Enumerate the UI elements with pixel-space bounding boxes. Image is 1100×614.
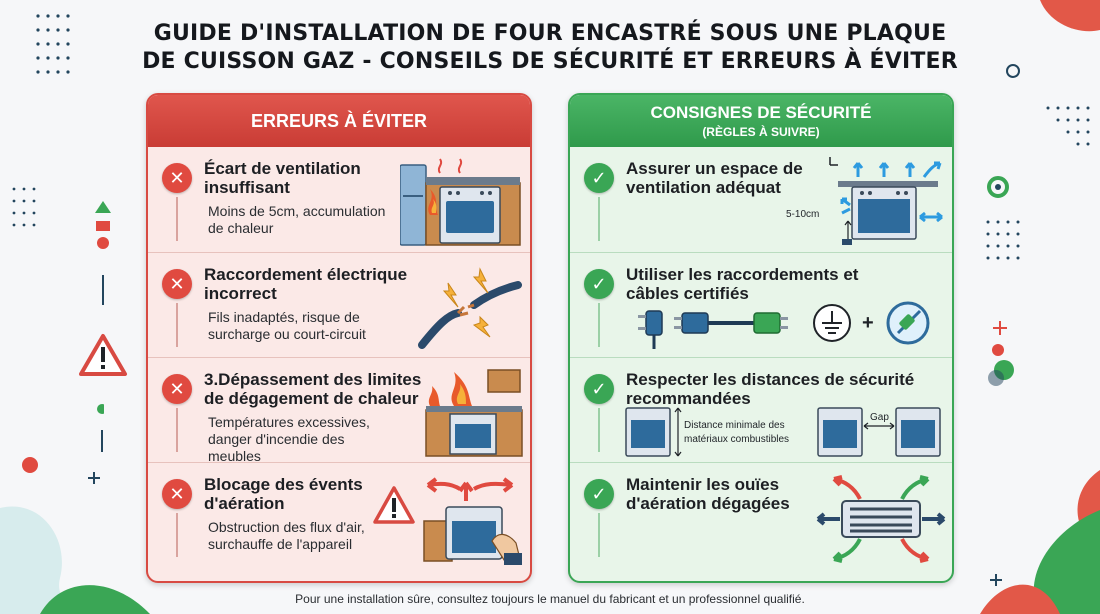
mistake-item-ventilation	[148, 147, 530, 251]
safety-title: Utiliser les raccordements et câbles certifiés	[626, 265, 859, 303]
divider	[598, 303, 600, 347]
distance-diagram	[622, 404, 948, 462]
gap-label: Gap	[870, 412, 889, 423]
mistakes-panel	[146, 93, 532, 583]
safety-item-distances	[570, 357, 952, 461]
mistake-item-heat-clearance	[148, 357, 530, 464]
cross-icon: ✕	[162, 374, 192, 404]
safety-item-certified-cables	[570, 252, 952, 356]
left-warning-icon	[78, 333, 128, 377]
safety-header	[570, 95, 952, 147]
safety-item-ventilation	[570, 147, 952, 251]
mistakes-header	[148, 95, 530, 147]
check-icon: ✓	[584, 163, 614, 193]
blocked-vent-oven-illustration	[420, 471, 524, 565]
clear-vents-illustration	[814, 475, 948, 563]
divider	[176, 513, 178, 557]
mistake-item-electrical	[148, 252, 530, 356]
kitchen-fire-illustration	[424, 366, 524, 458]
cramped-oven-illustration	[400, 155, 522, 247]
right-decor	[978, 100, 1100, 400]
title-line-1: GUIDE D'INSTALLATION DE FOUR ENCASTRÉ SOUS UNE PLAQUE	[153, 21, 947, 46]
top-left-dot-grid	[34, 12, 74, 82]
safety-item-clear-vents	[570, 462, 952, 566]
warning-icon	[372, 485, 416, 525]
mistake-desc: Températures excessives, danger d'incendie des meubles	[208, 414, 370, 464]
mistake-title: Raccordement électrique incorrect	[204, 265, 408, 303]
divider	[176, 197, 178, 241]
check-icon: ✓	[584, 479, 614, 509]
plus-sign: +	[862, 312, 874, 334]
certified-cable-illustration	[636, 297, 946, 353]
footer-note: Pour une installation sûre, consultez toujours le manuel du fabricant et un professionnel qualifié.	[295, 592, 805, 606]
check-icon: ✓	[584, 374, 614, 404]
page-title	[120, 20, 980, 76]
divider	[176, 303, 178, 347]
top-right-ring	[1004, 62, 1022, 80]
mistake-desc: Fils inadaptés, risque de surcharge ou court-circuit	[208, 309, 366, 342]
divider	[176, 408, 178, 452]
safety-panel	[568, 93, 954, 583]
distance-label-line-1: Distance minimale des	[684, 420, 785, 431]
mistake-title: Écart de ventilation insuffisant	[204, 159, 361, 197]
distance-label-line-2: matériaux combustibles	[684, 434, 790, 445]
mistake-desc: Moins de 5cm, accumulation de chaleur	[208, 203, 386, 236]
mistake-title: 3.Dépassement des limites de dégagement de chaleur	[204, 370, 422, 408]
divider	[598, 197, 600, 241]
cross-icon: ✕	[162, 269, 192, 299]
ventilated-oven-illustration	[780, 155, 946, 247]
divider	[598, 513, 600, 557]
mistake-desc: Obstruction des flux d'air, surchauffe de l'appareil	[208, 519, 365, 552]
safety-title: Respecter les distances de sécurité recommandées	[626, 370, 915, 408]
left-shapes	[88, 195, 118, 325]
mistake-title: Blocage des évents d'aération	[204, 475, 363, 513]
cross-icon: ✕	[162, 163, 192, 193]
safety-subheading: (RÈGLES À SUIVRE)	[702, 125, 820, 139]
gap-range-label: 5-10cm	[786, 209, 820, 220]
safety-title: Maintenir les ouïes d'aération dégagées	[626, 475, 790, 513]
mistakes-heading: ERREURS À ÉVITER	[250, 110, 428, 131]
safety-heading: CONSIGNES DE SÉCURITÉ	[650, 103, 872, 122]
divider	[598, 408, 600, 452]
left-lower-shapes	[14, 400, 104, 495]
damaged-cable-illustration	[418, 265, 522, 349]
top-right-blob	[1010, 0, 1100, 60]
safety-title: Assurer un espace de ventilation adéquat	[626, 159, 803, 197]
check-icon: ✓	[584, 269, 614, 299]
title-line-2: DE CUISSON GAZ - CONSEILS DE SÉCURITÉ ET ERREURS À ÉVITER	[142, 49, 958, 74]
mistake-item-blocked-vents	[148, 462, 530, 566]
cross-icon: ✕	[162, 479, 192, 509]
left-dot-grid	[10, 185, 40, 245]
